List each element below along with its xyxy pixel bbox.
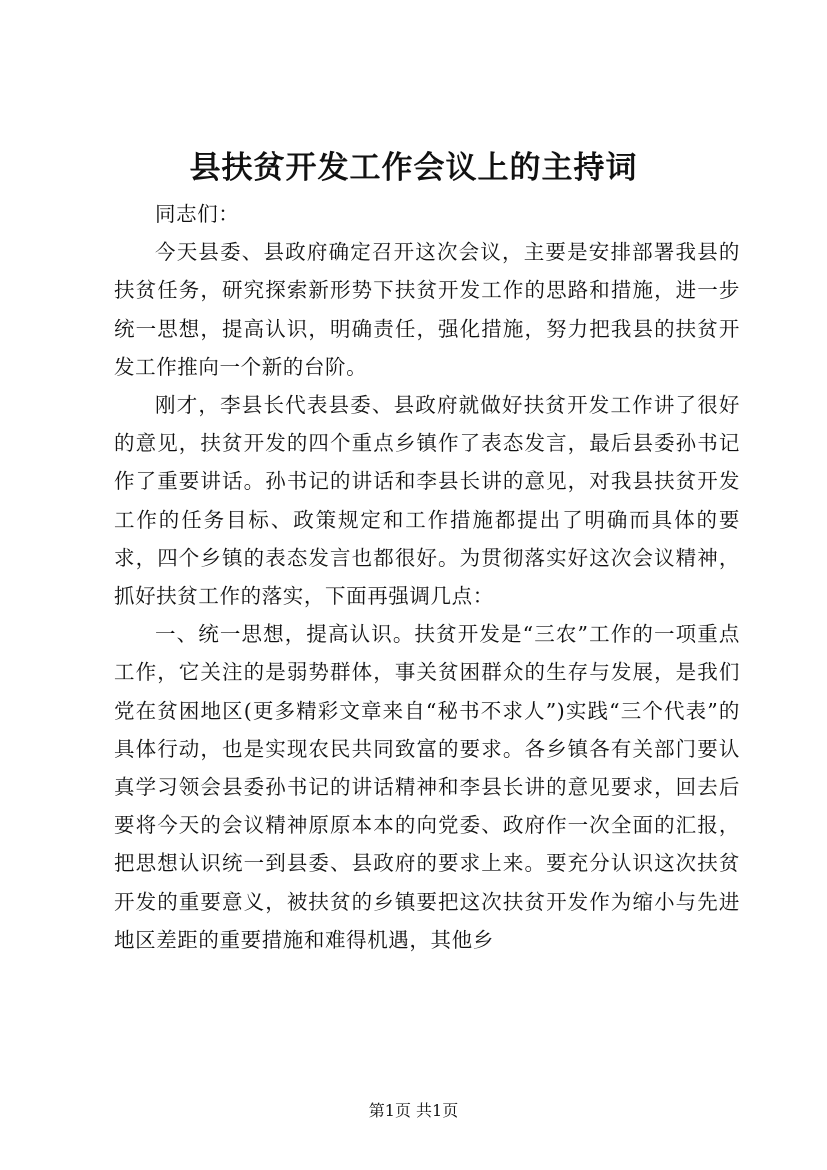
- salutation: 同志们：: [155, 202, 240, 226]
- page-footer: 第1页 共1页: [368, 1101, 459, 1120]
- document-body: [114, 195, 740, 959]
- paragraph-2: 刚才，李县长代表县委、县政府就做好扶贫开发工作讲了很好的意见，扶贫开发的四个重点乡镇作了表态发言，最后县委孙书记作了重要讲话。孙书记的讲话和李县长讲的意见，对我县扶贫开发工作的任务目标、政策规定和工作措施都提出了明确而具体的要求，四个乡镇的表态发言也都很好。为贯彻落实好这次会议精神，抓好扶贫工作的落实，下面再强调几点：: [114, 393, 740, 609]
- paragraph-3: 一、统一思想，提高认识。扶贫开发是“三农”工作的一项重点工作，它关注的是弱势群体，事关贫困群众的生存与发展，是我们党在贫困地区(更多精彩文章来自“秘书不求人”)实践“三个代表”的具体行动，也是实现农民共同致富的要求。各乡镇各有关部门要认真学习领会县委孙书记的讲话精神和李县长讲的意见要求，回去后要将今天的会议精神原原本本的向党委、政府作一次全面的汇报，把思想认识统一到县委、县政府的要求上来。要充分认识这次扶贫开发的重要意义，被扶贫的乡镇要把这次扶贫开发作为缩小与先进地区差距的重要措施和难得机遇，其他乡: [114, 622, 740, 952]
- page-title: 县扶贫开发工作会议上的主持词: [189, 150, 638, 186]
- paragraph-1: 今天县委、县政府确定召开这次会议，主要是安排部署我县的扶贫任务，研究探索新形势下扶贫开发工作的思路和措施，进一步统一思想，提高认识，明确责任，强化措施，努力把我县的扶贫开发工作推向一个新的台阶。: [114, 240, 740, 379]
